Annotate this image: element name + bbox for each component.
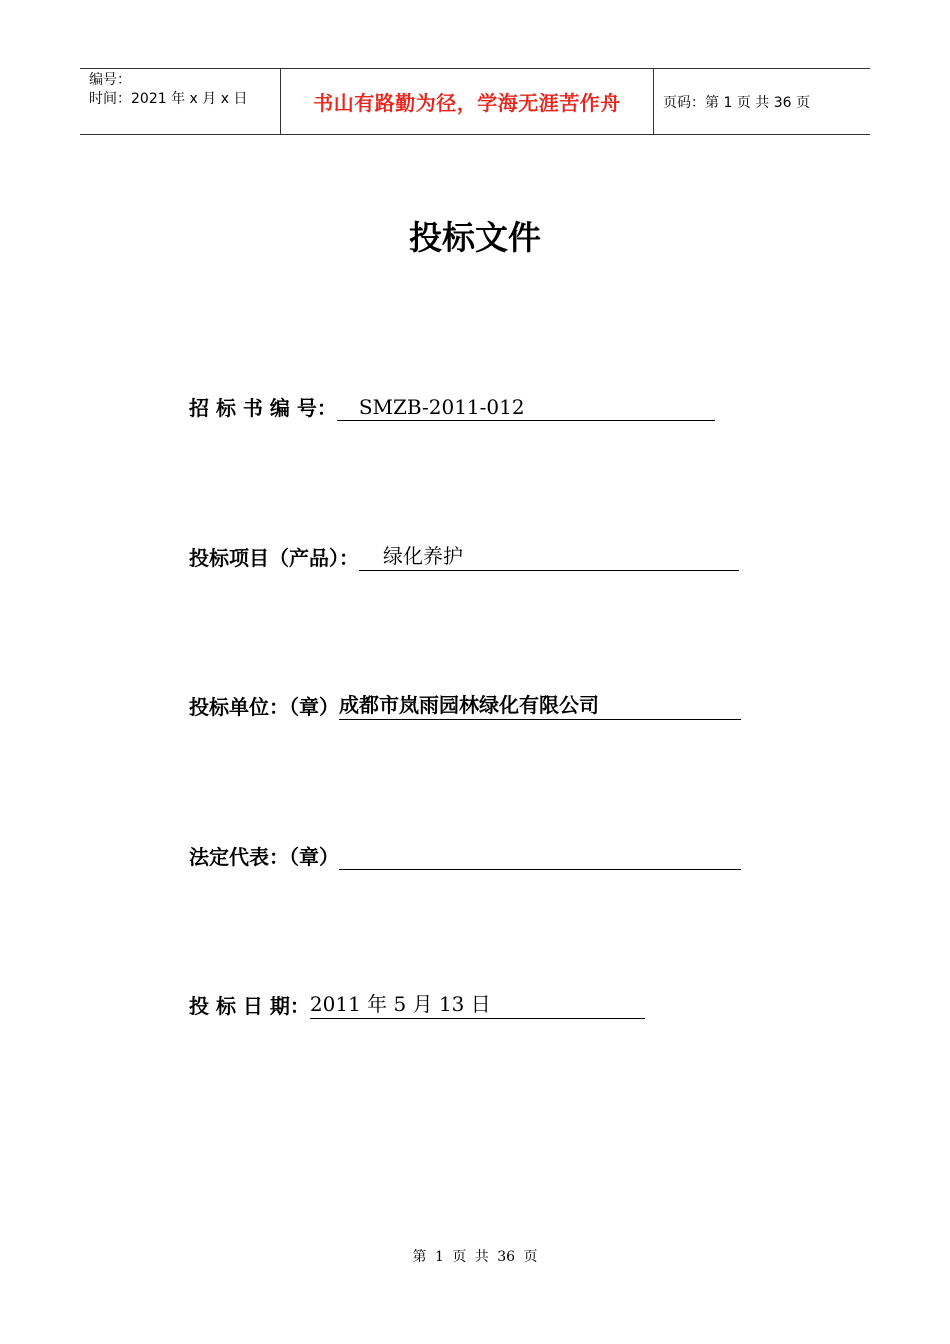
bidder-unit-field <box>189 691 741 720</box>
tender-number-field <box>189 392 715 421</box>
page-header <box>80 68 870 135</box>
bidder-unit-value: 成都市岚雨园林绿化有限公司 <box>339 692 741 720</box>
header-motto: 书山有路勤为径，学海无涯苦作舟 <box>281 69 654 134</box>
bid-date-field <box>189 990 645 1019</box>
bidder-unit-label: 投标单位：（章） <box>189 695 339 719</box>
doc-number-label: 编号： <box>89 72 131 88</box>
page-footer: 第 1 页 共 36 页 <box>412 1249 538 1265</box>
legal-rep-value <box>339 842 741 870</box>
tender-number-label: 招 标 书 编 号： <box>189 396 337 420</box>
header-page-info: 页码：第 1 页 共 36 页 <box>663 94 810 111</box>
bid-date-value: 2011 年 5 月 13 日 <box>310 991 645 1019</box>
legal-rep-field <box>189 841 741 870</box>
header-meta <box>80 69 281 134</box>
project-label: 投标项目（产品）： <box>189 546 359 570</box>
document-title: 投标文件 <box>409 218 541 257</box>
project-field <box>189 542 739 571</box>
doc-time-label: 时间：2021 年 x 月 x 日 <box>89 91 248 107</box>
tender-number-value: SMZB-2011-012 <box>337 393 715 421</box>
bid-date-label: 投 标 日 期： <box>189 994 310 1018</box>
legal-rep-label: 法定代表：（章） <box>189 845 339 869</box>
project-value: 绿化养护 <box>359 543 739 571</box>
